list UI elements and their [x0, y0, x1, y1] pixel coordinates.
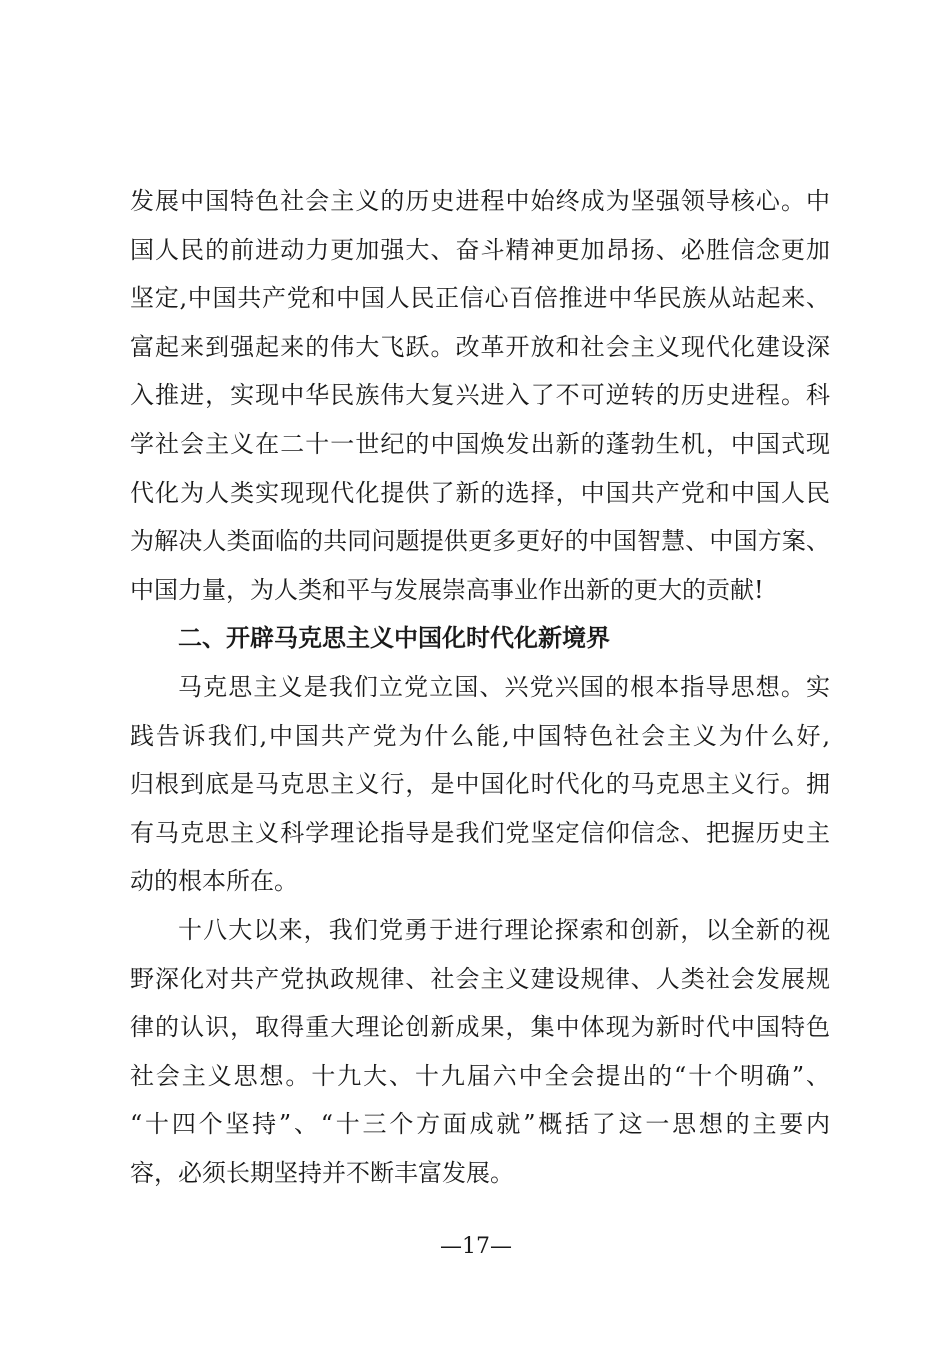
page-number: —17—	[440, 1234, 512, 1259]
text-line: 野深化对共产党执政规律、社会主义建设规律、人类社会发展规	[130, 964, 830, 993]
text-line: 有马克思主义科学理论指导是我们党坚定信仰信念、把握历史主	[130, 818, 830, 847]
text-line: 学社会主义在二十一世纪的中国焕发出新的蓬勃生机，中国式现	[130, 429, 830, 458]
text-line: 社会主义思想。十九大、十九届六中全会提出的“十个明确”、	[130, 1061, 830, 1090]
text-line: 中国力量，为人类和平与发展崇高事业作出新的更大的贡献!	[130, 575, 764, 604]
text-line-indented: 十八大以来，我们党勇于进行理论探索和创新，以全新的视	[178, 915, 830, 944]
text-line-indented: 马克思主义是我们立党立国、兴党兴国的根本指导思想。实	[178, 672, 830, 701]
text-line: 坚定,中国共产党和中国人民正信心百倍推进中华民族从站起来、	[130, 284, 830, 313]
text-line: 为解决人类面临的共同问题提供更多更好的中国智慧、中国方案、	[130, 527, 830, 556]
document-body	[130, 177, 830, 1197]
text-line: 国人民的前进动力更加强大、奋斗精神更加昂扬、必胜信念更加	[130, 235, 830, 264]
text-line: 入推进，实现中华民族伟大复兴进入了不可逆转的历史进程。科	[130, 381, 830, 410]
text-line: 律的认识，取得重大理论创新成果，集中体现为新时代中国特色	[130, 1013, 830, 1042]
paragraph-continuation	[130, 177, 830, 614]
text-line: “十四个坚持”、“十三个方面成就”概括了这一思想的主要内	[130, 1110, 830, 1139]
section-heading: 二、开辟马克思主义中国化时代化新境界	[178, 624, 610, 653]
text-line: 归根到底是马克思主义行，是中国化时代化的马克思主义行。拥	[130, 770, 830, 799]
text-line: 代化为人类实现现代化提供了新的选择，中国共产党和中国人民	[130, 478, 830, 507]
text-line: 践告诉我们,中国共产党为什么能,中国特色社会主义为什么好,	[130, 721, 830, 750]
paragraph-eighteenth-congress	[130, 906, 830, 1198]
text-line: 动的根本所在。	[130, 867, 298, 896]
text-line: 容，必须长期坚持并不断丰富发展。	[130, 1158, 514, 1187]
text-line: 富起来到强起来的伟大飞跃。改革开放和社会主义现代化建设深	[130, 332, 830, 361]
text-line: 发展中国特色社会主义的历史进程中始终成为坚强领导核心。中	[130, 187, 830, 215]
paragraph-guiding-thought	[130, 663, 830, 906]
